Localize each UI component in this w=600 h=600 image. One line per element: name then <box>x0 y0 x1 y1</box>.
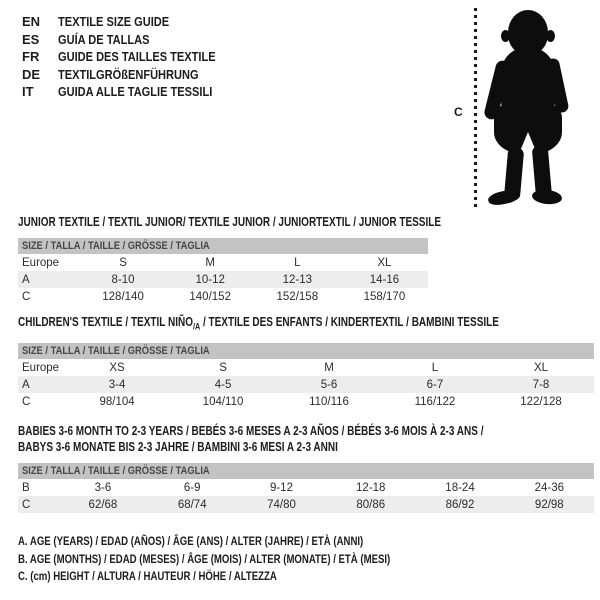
row-label: B <box>22 481 30 494</box>
size-cell: 12-13 <box>282 273 313 286</box>
size-cell: XL <box>377 256 392 269</box>
size-cell: 9-12 <box>269 481 293 494</box>
size-cell: M <box>324 361 334 374</box>
table-row <box>18 288 428 305</box>
size-cell: 68/74 <box>177 498 207 511</box>
language-title: GUIDE DES TAILLES TEXTILE <box>58 49 216 65</box>
height-dotted-line <box>474 8 477 208</box>
size-cell: 116/122 <box>414 395 456 408</box>
babies-table-title-line2: BABYS 3-6 MONATE BIS 2-3 JAHRE / BAMBINI 3-6 MESI A 2-3 ANNI <box>18 440 338 454</box>
children-size-table <box>18 359 594 410</box>
junior-size-table <box>18 254 428 305</box>
silhouette-shape <box>531 188 562 205</box>
size-cell: 3-6 <box>94 481 112 494</box>
size-cell: 140/152 <box>189 290 231 303</box>
table-row <box>18 359 594 376</box>
table-row <box>18 271 428 288</box>
size-cell: 10-12 <box>195 273 225 286</box>
table-row <box>18 496 594 513</box>
size-cell: 12-18 <box>356 481 386 494</box>
row-label: Europe <box>22 256 60 269</box>
size-cell: L <box>431 361 439 374</box>
size-cell: 24-36 <box>534 481 565 494</box>
language-code: DE <box>22 66 41 82</box>
size-cell: 152/158 <box>276 290 319 303</box>
height-label: C <box>454 105 463 119</box>
language-row-de <box>22 66 243 84</box>
size-cell: M <box>205 256 215 269</box>
babies-size-table <box>18 479 594 513</box>
table-row <box>18 479 594 496</box>
language-row-fr <box>22 48 243 66</box>
size-cell: 7-8 <box>532 378 550 391</box>
footnote-a: A. AGE (YEARS) / EDAD (AÑOS) / ÂGE (ANS) / ALTER (JAHRE) / ETÀ (ANNI) <box>18 534 364 548</box>
row-label: A <box>22 378 30 391</box>
size-cell: 110/116 <box>309 395 349 408</box>
language-code: FR <box>22 49 40 65</box>
language-list <box>22 13 243 101</box>
size-cell: 6-9 <box>183 481 201 494</box>
size-cell: 86/92 <box>445 498 475 511</box>
size-cell: S <box>219 361 227 374</box>
language-title: TEXTILGRÖßENFÜHRUNG <box>58 66 199 82</box>
silhouette-shape <box>487 188 521 207</box>
size-cell: 6-7 <box>426 378 444 391</box>
size-cell: 128/140 <box>102 290 144 303</box>
language-code: EN <box>22 14 41 30</box>
language-title: GUIDA ALLE TAGLIE TESSILI <box>58 84 213 100</box>
size-cell: 158/170 <box>363 290 406 303</box>
size-cell: 4-5 <box>214 378 232 391</box>
size-header-bar: SIZE / TALLA / TAILLE / GRÖSSE / TAGLIA <box>18 238 428 254</box>
size-cell: 104/110 <box>202 395 244 408</box>
footnote-c: C. (cm) HEIGHT / ALTURA / HAUTEUR / HÖHE / ALTEZZA <box>18 569 277 583</box>
children-table-title: CHILDREN'S TEXTILE / TEXTIL $NIÑO_{/A}$ / TEXTILE DES ENFANTS / KINDERTEXTIL / BAMBINI TESSILE <box>18 315 499 332</box>
row-label: C <box>22 290 31 303</box>
language-row-es <box>22 31 243 49</box>
babies-textile-section <box>18 423 594 513</box>
size-cell: 3-4 <box>108 378 126 391</box>
baby-silhouette <box>484 10 572 208</box>
size-cell: XL <box>533 361 549 374</box>
footnotes <box>18 533 483 586</box>
size-cell: 62/68 <box>88 498 118 511</box>
row-label: C <box>22 498 31 511</box>
babies-table-title-line1: BABIES 3-6 MONTH TO 2-3 YEARS / BEBÉS 3-6 MESES A 2-3 AÑOS / BÉBÉS 3-6 MOIS À 2-3 ANS / <box>18 424 484 438</box>
size-cell: 8-10 <box>111 273 135 286</box>
row-label: A <box>22 273 30 286</box>
size-cell: S <box>119 256 127 269</box>
size-cell: 92/98 <box>534 498 564 511</box>
size-header-bar: SIZE / TALLA / TAILLE / GRÖSSE / TAGLIA <box>18 343 594 359</box>
footnote-b: B. AGE (MONTHS) / EDAD (MESES) / ÂGE (MOIS) / ALTER (MONATE) / ETÀ (MESI) <box>18 551 391 566</box>
children-textile-section <box>18 315 594 410</box>
language-title: TEXTILE SIZE GUIDE <box>58 14 170 30</box>
size-cell: L <box>294 256 301 269</box>
language-code: ES <box>22 31 40 47</box>
size-cell: 14-16 <box>369 273 400 286</box>
junior-textile-section <box>18 215 442 305</box>
row-label: C <box>22 395 31 408</box>
size-cell: 122/128 <box>520 395 562 408</box>
row-label: Europe <box>22 361 60 374</box>
size-header-bar: SIZE / TALLA / TAILLE / GRÖSSE / TAGLIA <box>18 463 594 479</box>
language-row-it <box>22 83 243 101</box>
size-cell: 80/86 <box>356 498 386 511</box>
table-row <box>18 254 428 271</box>
junior-table-title: JUNIOR TEXTILE / TEXTIL JUNIOR/ TEXTILE JUNIOR / JUNIORTEXTIL / JUNIOR TESSILE <box>18 215 442 229</box>
size-cell: 5-6 <box>320 378 338 391</box>
table-row <box>18 376 594 393</box>
size-cell: 74/80 <box>267 498 296 511</box>
size-cell: 18-24 <box>445 481 475 494</box>
language-row-en <box>22 13 243 31</box>
table-row <box>18 393 594 410</box>
size-cell: XS <box>109 361 125 374</box>
size-cell: 98/104 <box>99 395 135 408</box>
language-title: GUÍA DE TALLAS <box>58 31 150 47</box>
language-code: IT <box>22 84 34 100</box>
